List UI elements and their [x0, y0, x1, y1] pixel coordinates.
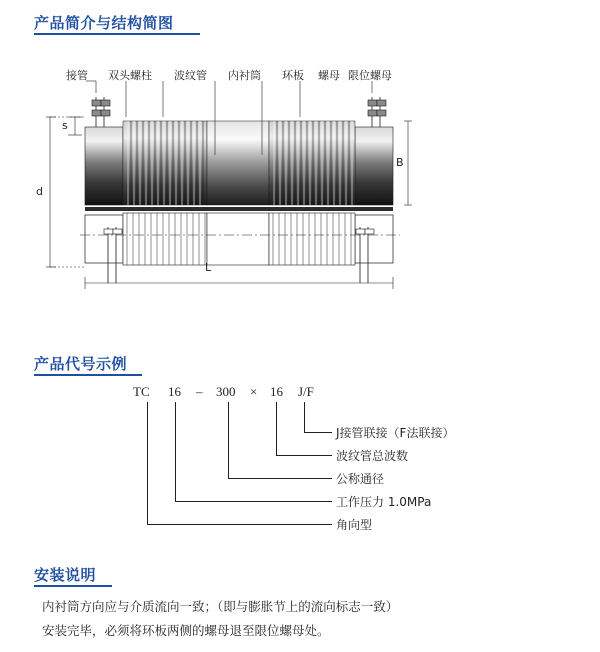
callout-label-luomu: 螺母 — [318, 69, 340, 82]
code-token-dash: – — [196, 384, 203, 399]
dimension-label-d: d — [36, 185, 43, 198]
callout-label-bowenguan: 波纹管 — [174, 69, 207, 82]
leader-line-connection-h — [304, 432, 332, 433]
structure-diagram — [0, 55, 600, 295]
leader-line-diameter-h — [228, 478, 332, 479]
product-code-example — [0, 380, 600, 540]
leader-line-waves — [276, 402, 277, 455]
code-desc-waves: 波纹管总波数 — [336, 449, 409, 463]
code-desc-diameter: 公称通径 — [336, 472, 385, 486]
code-token-times: × — [250, 384, 258, 399]
leader-line-pressure — [175, 402, 176, 501]
section-title-intro-underline — [34, 33, 200, 35]
dimension-label-s: s — [62, 119, 68, 132]
section-title-install-underline — [34, 585, 112, 587]
code-desc-pressure: 工作压力 1.0MPa — [336, 495, 432, 509]
section-title-code: 产品代号示例 — [34, 355, 128, 373]
code-token-tc: TC — [133, 384, 150, 399]
callout-label-xianweiluomu: 限位螺母 — [348, 69, 392, 82]
section-title-code-underline — [34, 374, 142, 376]
install-note-1: 内衬筒方向应与介质流向一致；（即与膨胀节上的流向标志一致） — [42, 599, 399, 614]
callout-label-shuangtouluozhu: 双头螺柱 — [108, 69, 152, 82]
callout-label-huanban: 环板 — [282, 69, 304, 82]
code-token-pressure: 16 — [168, 384, 181, 399]
leader-line-waves-h — [276, 455, 332, 456]
install-note-2: 安装完毕，必须将环板两侧的螺母退至限位螺母处。 — [42, 623, 330, 638]
code-desc-type: 角向型 — [336, 518, 373, 532]
code-token-diameter: 300 — [216, 384, 236, 399]
leader-line-type-h — [147, 524, 332, 525]
install-notes — [42, 598, 562, 646]
callout-label-neichentong: 内衬筒 — [228, 69, 261, 82]
structure-diagram-svg — [0, 55, 600, 295]
dimension-label-B: B — [396, 156, 404, 169]
code-token-connection: J/F — [298, 384, 314, 399]
leader-line-type — [147, 402, 148, 524]
leader-line-pressure-h — [175, 501, 332, 502]
leader-line-diameter — [228, 402, 229, 478]
callout-label-jieguan: 接管 — [66, 69, 88, 82]
code-token-waves: 16 — [270, 384, 283, 399]
section-title-intro: 产品简介与结构简图 — [34, 14, 174, 32]
leader-line-connection — [304, 402, 305, 432]
section-title-install: 安装说明 — [34, 566, 97, 584]
code-desc-connection: J接管联接（F法联接） — [336, 426, 455, 440]
dimension-label-L: L — [205, 261, 212, 274]
